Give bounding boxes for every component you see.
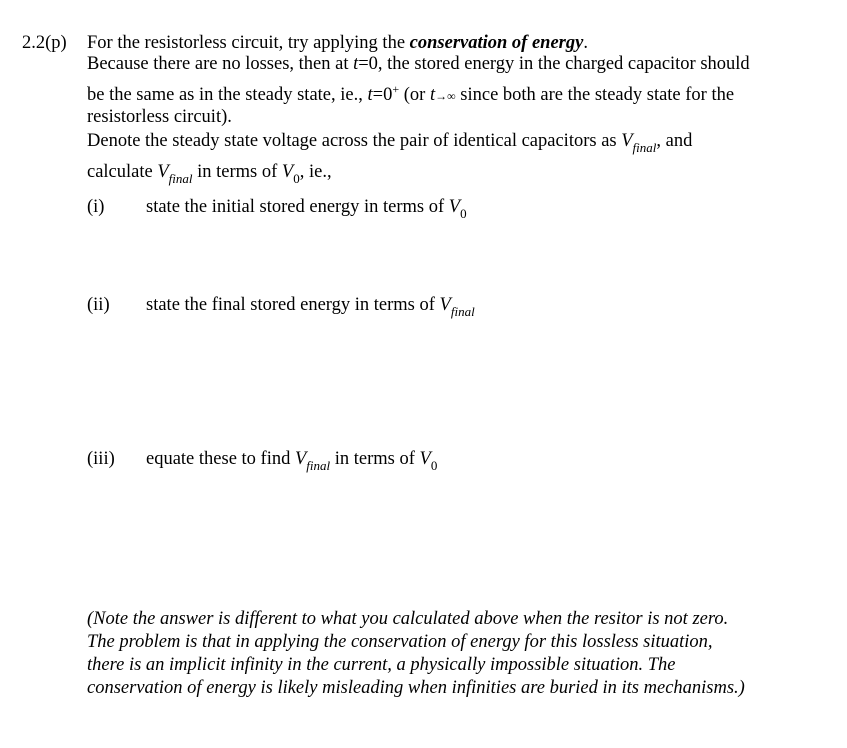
line6-c: , ie.,: [299, 162, 332, 182]
arrow-infinity: →∞: [435, 89, 456, 103]
line4-text: resistorless circuit).: [87, 107, 232, 127]
or-text: (or: [399, 85, 430, 105]
line6-b: in terms of: [192, 162, 282, 182]
part-ii-label: [87, 294, 110, 316]
v-symbol: V: [448, 197, 461, 217]
t-symbol: t: [429, 85, 436, 105]
eq-zero: =0,: [358, 54, 383, 74]
zero-subscript: 0: [430, 458, 438, 473]
part-iii-label: [87, 448, 115, 470]
part-iii-text: [146, 448, 437, 471]
intro-emphasis: conservation of energy: [409, 33, 584, 53]
plus-superscript: +: [392, 82, 400, 96]
problem-number: [22, 32, 67, 54]
part-i-label: [87, 196, 104, 218]
final-subscript: final: [450, 304, 475, 319]
final-subscript: final: [306, 458, 331, 473]
line2-text: Because there are no losses, then at: [87, 54, 354, 74]
zero-subscript: 0: [293, 171, 300, 186]
note-text: The problem is that in applying the conservation of energy for this lossless situation,: [87, 632, 713, 652]
line5-a: Denote the steady state voltage across the pair of identical capacitors as: [87, 131, 622, 151]
eq-zero-plus: =0: [372, 85, 393, 105]
part-ii-text: [146, 294, 475, 317]
note-text: (Note the answer is different to what you calculated above when the resitor is not zero.: [87, 609, 729, 629]
problem-line-3: [87, 84, 734, 107]
part-label: (iii): [87, 449, 115, 469]
part-i-text: [146, 196, 467, 219]
line3-a: be the same as in the steady state, ie.,: [87, 85, 368, 105]
line2-rest: the stored energy in the charged capacitor should: [382, 54, 750, 74]
final-subscript: final: [168, 171, 193, 186]
t-symbol: t: [367, 85, 373, 105]
v-symbol: V: [281, 162, 294, 182]
note-text: conservation of energy is likely misleading when infinities are buried in its mechanisms.): [87, 678, 745, 698]
line6-a: calculate: [87, 162, 158, 182]
part-text: state the initial stored energy in terms of: [146, 197, 449, 217]
note-line-4: [87, 677, 745, 699]
note-text: there is an implicit infinity in the current, a physically impossible situation. The: [87, 655, 676, 675]
intro-text: For the resistorless circuit, try applying the: [87, 33, 410, 53]
problem-line-6: [87, 161, 332, 184]
part-label: (i): [87, 197, 105, 217]
v-symbol: V: [439, 295, 451, 315]
problem-intro: [87, 32, 588, 54]
problem-line-4: [87, 106, 232, 128]
v-symbol: V: [621, 131, 633, 151]
problem-line-2: [87, 53, 750, 75]
note-line-1: [87, 608, 728, 630]
zero-subscript: 0: [460, 206, 467, 221]
part-text-a: equate these to find: [146, 449, 295, 469]
intro-suffix: .: [583, 33, 588, 53]
problem-line-5: [87, 130, 692, 153]
t-symbol: t: [353, 54, 359, 74]
note-line-2: [87, 631, 713, 653]
part-label: (ii): [87, 295, 110, 315]
note-line-3: [87, 654, 676, 676]
part-text-b: in terms of: [330, 449, 420, 469]
v-symbol: V: [419, 449, 431, 469]
v-symbol: V: [294, 449, 307, 469]
line5-b: , and: [656, 131, 693, 151]
line3-b: since both are the steady state for the: [455, 85, 735, 105]
problem-number-text: 2.2(p): [22, 33, 67, 53]
final-subscript: final: [632, 140, 657, 155]
part-text: state the final stored energy in terms of: [146, 295, 440, 315]
v-symbol: V: [157, 162, 169, 182]
